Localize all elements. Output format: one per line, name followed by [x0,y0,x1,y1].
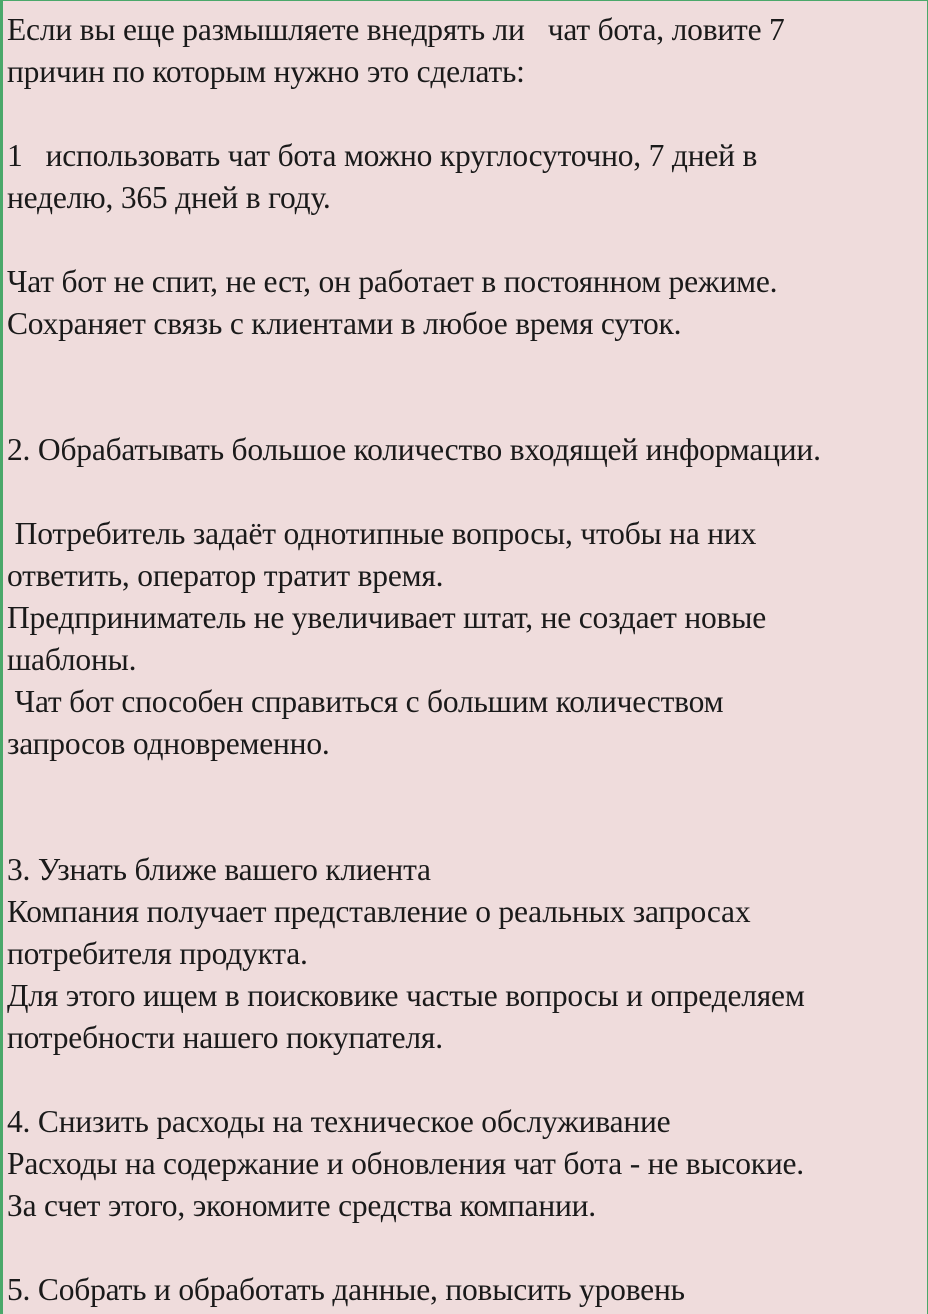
text-line: Предприниматель не увеличивает штат, не создает новые [7,600,767,635]
text-line: потребности нашего покупателя. [7,1020,443,1055]
text-line: 3. Узнать ближе вашего клиента [7,852,431,887]
text-line: Потребитель задаёт однотипные вопросы, чтобы на них [7,516,757,551]
text-line: Расходы на содержание и обновления чат бота - не высокие. [7,1146,804,1181]
text-line: запросов одновременно. [7,726,330,761]
text-line: За счет этого, экономите средства компании. [7,1188,596,1223]
text-line: 4. Снизить расходы на техническое обслуживание [7,1104,671,1139]
text-line: ответить, оператор тратит время. [7,558,444,593]
text-line: Сохраняет связь с клиентами в любое время суток. [7,306,682,341]
blank-line [7,219,927,261]
blank-line [7,471,927,513]
blank-line [7,345,927,387]
text-line: Чат бот не спит, не ест, он работает в постоянном режиме. [7,264,778,299]
text-line: причин по которым нужно это сделать: [7,54,525,89]
text-line: Компания получает представление о реальных запросах [7,894,751,929]
text-line: потребителя продукта. [7,936,308,971]
text-line: Для этого ищем в поисковике частые вопросы и определяем [7,978,805,1013]
blank-line [7,387,927,429]
blank-line [7,93,927,135]
text-line: Чат бот способен справиться с большим количеством [7,684,724,719]
blank-line [7,1059,927,1101]
blank-line [7,765,927,807]
text-line: 2. Обрабатывать большое количество входящей информации. [7,432,821,467]
blank-line [7,1227,927,1269]
text-line: 1 использовать чат бота можно круглосуточно, 7 дней в [7,138,758,173]
text-line: 5. Собрать и обработать данные, повысить уровень [7,1272,685,1307]
text-line: Если вы еще размышляете внедрять ли чат бота, ловите 7 [7,12,785,47]
blank-line [7,807,927,849]
text-line: неделю, 365 дней в году. [7,180,331,215]
document-body [7,9,927,1311]
text-line: шаблоны. [7,642,137,677]
